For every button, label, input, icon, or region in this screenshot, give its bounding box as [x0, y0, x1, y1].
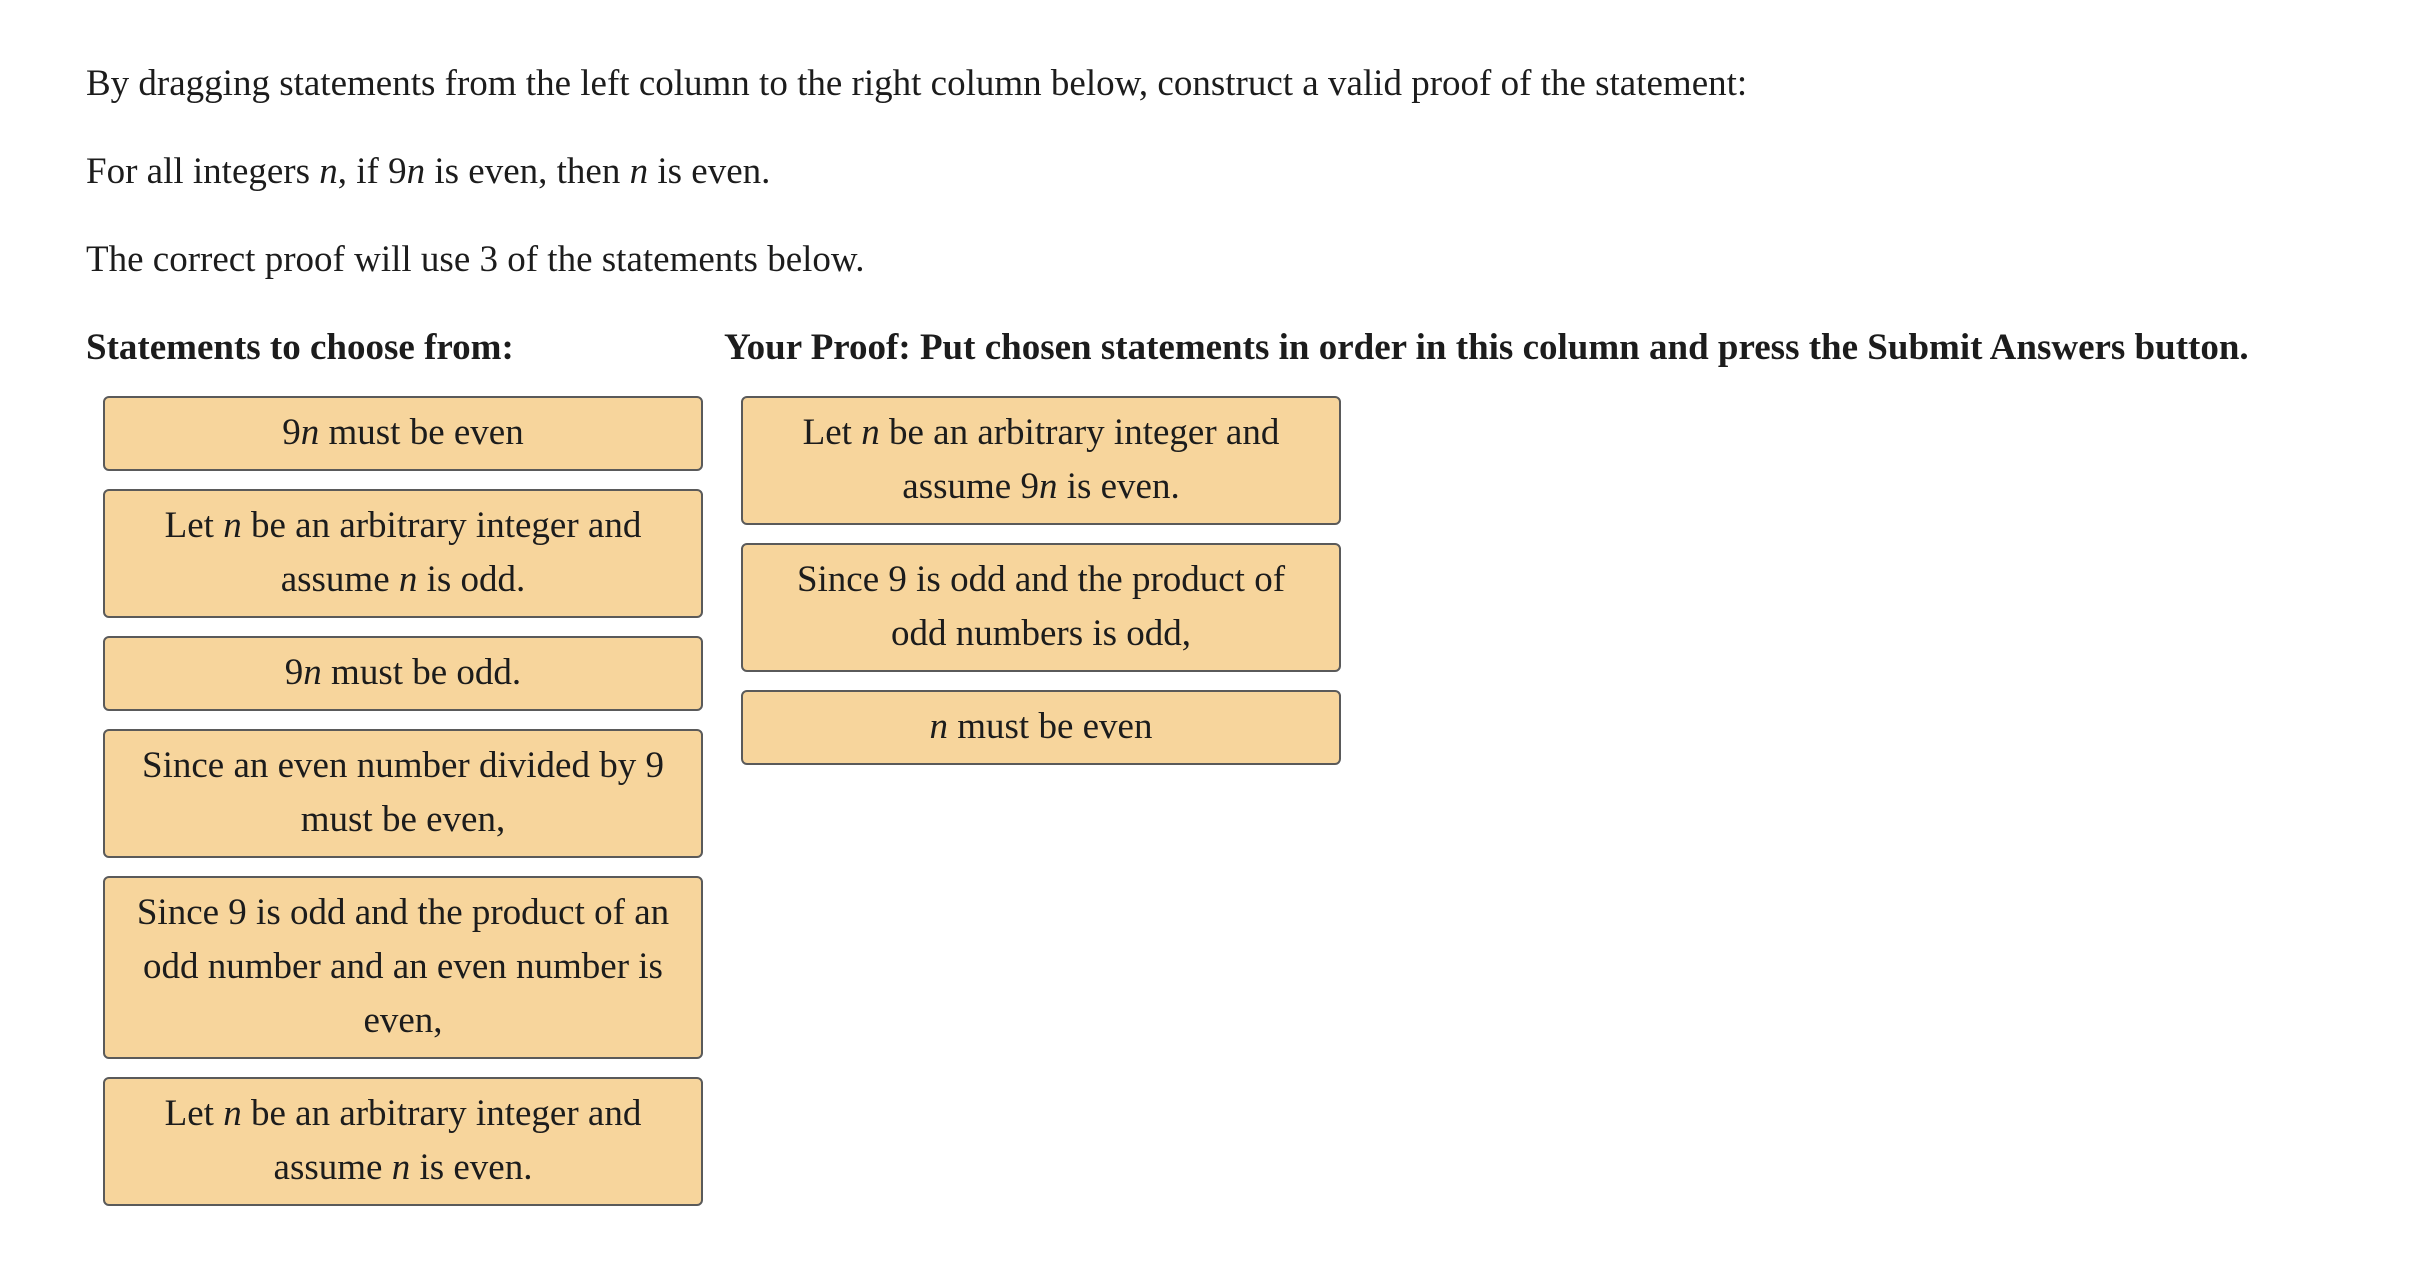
choice-card[interactable]: [103, 489, 703, 618]
theorem-variable: n: [406, 151, 426, 192]
proof-heading-instructions: Put chosen statements in order in this column and press the Submit Answers button.: [910, 327, 2249, 368]
proof-heading: [724, 324, 2249, 372]
card-text: is even.: [1057, 466, 1180, 507]
card-text: be an arbitrary integer and assume: [241, 1093, 642, 1188]
card-variable: n: [223, 505, 242, 546]
theorem-variable: n: [319, 151, 338, 192]
card-variable: n: [303, 652, 322, 693]
card-text: Let: [164, 1093, 224, 1134]
choice-card[interactable]: [103, 876, 703, 1059]
card-variable: n: [223, 1093, 242, 1134]
choice-card[interactable]: [103, 396, 703, 471]
theorem-statement: [86, 148, 770, 196]
choice-card[interactable]: [103, 636, 703, 711]
choices-heading: Statements to choose from:: [86, 327, 514, 368]
proof-column[interactable]: [741, 396, 1341, 796]
theorem-text-3: is even, then: [425, 151, 630, 192]
card-text: Since 9 is odd and the product of odd numbers is odd,: [796, 559, 1286, 654]
choice-card[interactable]: [103, 729, 703, 858]
card-text: Since an even number divided by 9 must be even,: [142, 745, 664, 840]
card-variable: n: [1038, 466, 1058, 507]
card-text: Let: [802, 412, 862, 453]
theorem-text-1: For all integers: [86, 151, 320, 192]
card-text: 9: [284, 652, 304, 693]
card-text: must be even: [948, 706, 1153, 747]
theorem-variable: n: [629, 151, 649, 192]
proof-card[interactable]: [741, 396, 1341, 525]
card-variable: n: [929, 706, 948, 747]
card-variable: n: [861, 412, 880, 453]
proof-heading-label: Your Proof:: [724, 327, 911, 368]
card-variable: n: [300, 412, 320, 453]
card-text: 9: [282, 412, 301, 453]
choice-card[interactable]: [103, 1077, 703, 1206]
theorem-text-4: is even.: [648, 151, 771, 192]
card-text: is odd.: [417, 559, 526, 600]
choices-column[interactable]: [103, 396, 703, 1224]
card-text: be an arbitrary integer and assume: [241, 505, 642, 600]
instructions-intro: By dragging statements from the left column to the right column below, construct a valid proof of the statement:: [86, 63, 1748, 104]
card-text: Since 9 is odd and the product of an odd number and an even number is even,: [136, 892, 670, 1041]
card-text: must be odd.: [321, 652, 522, 693]
proof-card[interactable]: [741, 543, 1341, 672]
card-text: is even.: [410, 1147, 533, 1188]
card-variable: n: [398, 559, 418, 600]
theorem-text-2: , if 9: [337, 151, 407, 192]
card-text: Let: [164, 505, 224, 546]
card-variable: n: [391, 1147, 411, 1188]
statement-count-note: The correct proof will use 3 of the statements below.: [86, 239, 865, 280]
card-text: must be even: [319, 412, 524, 453]
card-text: be an arbitrary integer and assume 9: [879, 412, 1280, 507]
proof-card[interactable]: [741, 690, 1341, 765]
